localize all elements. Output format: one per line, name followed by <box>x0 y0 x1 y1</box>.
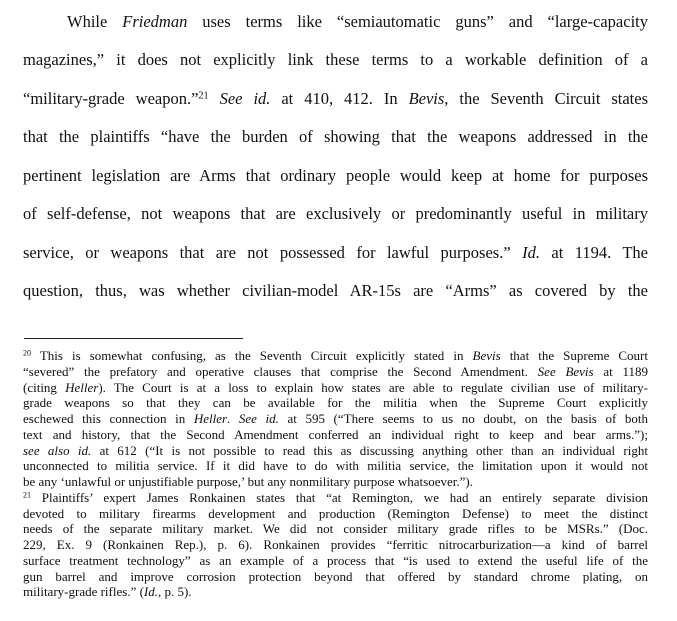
footnote-line: unconnected to militia service. If it did have to do with militia service, the limitation upon it would not <box>23 458 648 474</box>
footnote-line: grade weapons so that they can be available for the militia when the Supreme Court explicitly <box>23 395 648 411</box>
body-line: While Friedman uses terms like “semiautomatic guns” and “large-capacity <box>67 12 648 31</box>
footnote-line: military-grade rifles.” (Id., p. 5). <box>23 584 192 600</box>
footnote-line: needs of the separate military market. We did not consider military grade rifles to be MSRs.” (Doc. <box>23 521 648 537</box>
footnote-line: be any ‘unlawful or unjustifiable purpose,’ but any nonmilitary purpose whatsoever.”). <box>23 474 473 489</box>
body-line: that the plaintiffs “have the burden of showing that the weapons addressed in the <box>23 127 648 146</box>
footnote-line: devoted to military firearms development and production (Remington Defense) to meet the distinct <box>23 505 648 521</box>
footnote-line: (citing Heller). The Court is at a loss to explain how states are able to regulate civilian use of military- <box>23 379 649 395</box>
footnote-line: gun barrel and improve corrosion protection beyond that offered by standard chrome plating, on <box>23 568 648 584</box>
body-line: service, or weapons that are not possessed for lawful purposes.” Id. at 1194. The <box>23 243 649 262</box>
footnote-line: surface treatment technology” as an example of a process that “is used to extend the useful life of the <box>23 552 648 568</box>
body-line: magazines,” it does not explicitly link these terms to a workable definition of a <box>23 50 648 69</box>
footnote-line: “severed” the prefatory and operative clauses that comprise the Second Amendment. See Bevis at 1189 <box>23 363 648 379</box>
footnote-line: see also id. at 612 (“It is not possible to read this as discussing anything other than an individual right <box>23 442 648 458</box>
footnote-line: $^{20}$ This is somewhat confusing, as the Seventh Circuit explicitly stated in Bevis that the Supreme Court <box>23 348 648 363</box>
body-line: of self-defense, not weapons that are exclusively or predominantly useful in military <box>23 204 648 223</box>
footnote-line: eschewed this connection in Heller. See id. at 595 (“There seems to us no doubt, on the basis of both <box>23 411 648 426</box>
body-line: pertinent legislation are Arms that ordinary people would keep at home for purposes <box>23 166 648 185</box>
footnote-line: text and history, that the Second Amendment conferred an individual right to keep and bear arms.”); <box>23 426 648 442</box>
body-line: question, thus, was whether civilian-model AR-15s are “Arms” as covered by the <box>23 281 648 300</box>
footnote-line: 229, Ex. 9 (Ronkainen Rep.), p. 6). Ronkainen provides “ferritic nitrocarburization—a kind of barrel <box>23 537 648 552</box>
body-line: “military-grade weapon.”$^{21}$ See id. at 410, 412. In Bevis, the Seventh Circuit states <box>23 89 649 108</box>
footnote-separator <box>24 338 243 339</box>
footnote-line: $^{21}$ Plaintiffs’ expert James Ronkainen states that “at Remington, we had an entirely separate division <box>23 489 648 505</box>
